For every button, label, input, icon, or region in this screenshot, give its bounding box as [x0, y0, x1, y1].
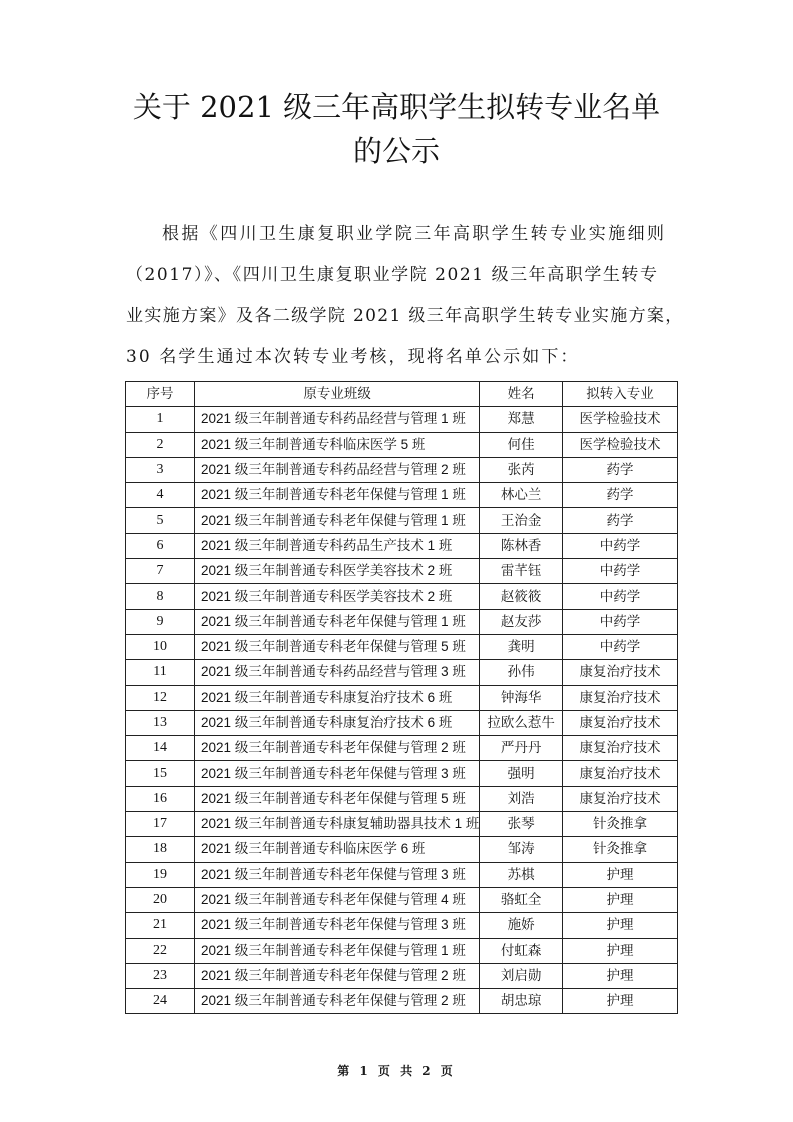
cell-serial-number: 7: [126, 559, 195, 584]
cell-serial-number: 15: [126, 761, 195, 786]
table-row: [126, 584, 678, 609]
cell-original-class: 2021 级三年制普通专科老年保健与管理 5 班: [195, 786, 480, 811]
cell-original-class: 2021 级三年制普通专科老年保健与管理 2 班: [195, 736, 480, 761]
student-transfer-table: [125, 381, 678, 1014]
header-serial-number: 序号: [126, 382, 195, 407]
table-row: [126, 559, 678, 584]
cell-serial-number: 10: [126, 634, 195, 659]
cell-target-major: 中药学: [563, 584, 678, 609]
cell-serial-number: 24: [126, 989, 195, 1014]
cell-student-name: 付虹森: [480, 938, 563, 963]
cell-original-class: 2021 级三年制普通专科药品经营与管理 2 班: [195, 457, 480, 482]
paragraph-line: （2017）》、《四川卫生康复职业学院 2021 级三年高职学生转专: [126, 265, 659, 285]
table-row: [126, 862, 678, 887]
cell-original-class: 2021 级三年制普通专科康复治疗技术 6 班: [195, 710, 480, 735]
cell-student-name: 骆虹全: [480, 887, 563, 912]
cell-target-major: 康复治疗技术: [563, 685, 678, 710]
cell-target-major: 护理: [563, 913, 678, 938]
table-row: [126, 634, 678, 659]
cell-student-name: 严丹丹: [480, 736, 563, 761]
cell-serial-number: 16: [126, 786, 195, 811]
table-row: [126, 508, 678, 533]
cell-target-major: 医学检验技术: [563, 407, 678, 432]
cell-serial-number: 8: [126, 584, 195, 609]
cell-student-name: 雷芊钰: [480, 559, 563, 584]
cell-student-name: 何佳: [480, 432, 563, 457]
table-row: [126, 963, 678, 988]
cell-student-name: 郑慧: [480, 407, 563, 432]
cell-serial-number: 1: [126, 407, 195, 432]
cell-student-name: 苏棋: [480, 862, 563, 887]
cell-original-class: 2021 级三年制普通专科临床医学 5 班: [195, 432, 480, 457]
cell-target-major: 针灸推拿: [563, 812, 678, 837]
cell-target-major: 康复治疗技术: [563, 710, 678, 735]
cell-target-major: 康复治疗技术: [563, 736, 678, 761]
title-line-1: 关于 2021 级三年高职学生拟转专业名单: [132, 90, 661, 124]
cell-target-major: 康复治疗技术: [563, 761, 678, 786]
table-row: [126, 533, 678, 558]
cell-target-major: 药学: [563, 508, 678, 533]
intro-paragraph: [126, 214, 682, 378]
table-row: [126, 837, 678, 862]
cell-target-major: 护理: [563, 938, 678, 963]
header-original-class: 原专业班级: [195, 382, 480, 407]
table-row: [126, 685, 678, 710]
cell-serial-number: 21: [126, 913, 195, 938]
cell-student-name: 赵友莎: [480, 609, 563, 634]
cell-student-name: 邹涛: [480, 837, 563, 862]
cell-target-major: 药学: [563, 457, 678, 482]
cell-original-class: 2021 级三年制普通专科老年保健与管理 2 班: [195, 963, 480, 988]
cell-student-name: 拉欧么惹牛: [480, 710, 563, 735]
cell-serial-number: 11: [126, 660, 195, 685]
cell-student-name: 胡忠琼: [480, 989, 563, 1014]
cell-original-class: 2021 级三年制普通专科老年保健与管理 4 班: [195, 887, 480, 912]
cell-target-major: 药学: [563, 483, 678, 508]
cell-original-class: 2021 级三年制普通专科老年保健与管理 2 班: [195, 989, 480, 1014]
cell-serial-number: 5: [126, 508, 195, 533]
table-row: [126, 660, 678, 685]
cell-original-class: 2021 级三年制普通专科老年保健与管理 1 班: [195, 938, 480, 963]
cell-student-name: 孙伟: [480, 660, 563, 685]
cell-student-name: 张芮: [480, 457, 563, 482]
cell-target-major: 医学检验技术: [563, 432, 678, 457]
header-target-major: 拟转入专业: [563, 382, 678, 407]
cell-serial-number: 18: [126, 837, 195, 862]
cell-original-class: 2021 级三年制普通专科老年保健与管理 3 班: [195, 862, 480, 887]
cell-serial-number: 13: [126, 710, 195, 735]
cell-original-class: 2021 级三年制普通专科康复辅助器具技术 1 班: [195, 812, 480, 837]
cell-serial-number: 17: [126, 812, 195, 837]
cell-original-class: 2021 级三年制普通专科老年保健与管理 3 班: [195, 761, 480, 786]
cell-target-major: 康复治疗技术: [563, 660, 678, 685]
table-row: [126, 407, 678, 432]
cell-serial-number: 4: [126, 483, 195, 508]
cell-serial-number: 9: [126, 609, 195, 634]
table-row: [126, 812, 678, 837]
cell-original-class: 2021 级三年制普通专科药品经营与管理 1 班: [195, 407, 480, 432]
paragraph-line: 业实施方案》及各二级学院 2021 级三年高职学生转专业实施方案，: [126, 306, 684, 326]
cell-serial-number: 19: [126, 862, 195, 887]
table-body: [126, 407, 678, 1014]
cell-original-class: 2021 级三年制普通专科医学美容技术 2 班: [195, 559, 480, 584]
cell-target-major: 中药学: [563, 634, 678, 659]
cell-serial-number: 14: [126, 736, 195, 761]
cell-target-major: 中药学: [563, 533, 678, 558]
cell-student-name: 强明: [480, 761, 563, 786]
cell-serial-number: 2: [126, 432, 195, 457]
table-row: [126, 736, 678, 761]
cell-original-class: 2021 级三年制普通专科药品经营与管理 3 班: [195, 660, 480, 685]
cell-target-major: 护理: [563, 989, 678, 1014]
cell-original-class: 2021 级三年制普通专科老年保健与管理 5 班: [195, 634, 480, 659]
cell-target-major: 康复治疗技术: [563, 786, 678, 811]
table-row: [126, 483, 678, 508]
cell-original-class: 2021 级三年制普通专科老年保健与管理 3 班: [195, 913, 480, 938]
cell-student-name: 钟海华: [480, 685, 563, 710]
cell-student-name: 刘启勋: [480, 963, 563, 988]
cell-serial-number: 3: [126, 457, 195, 482]
cell-original-class: 2021 级三年制普通专科康复治疗技术 6 班: [195, 685, 480, 710]
cell-student-name: 龚明: [480, 634, 563, 659]
cell-original-class: 2021 级三年制普通专科医学美容技术 2 班: [195, 584, 480, 609]
cell-serial-number: 23: [126, 963, 195, 988]
cell-student-name: 赵筱筱: [480, 584, 563, 609]
table-row: [126, 457, 678, 482]
table-row: [126, 609, 678, 634]
table-header-row: [126, 382, 678, 407]
cell-student-name: 林心兰: [480, 483, 563, 508]
cell-target-major: 中药学: [563, 609, 678, 634]
cell-original-class: 2021 级三年制普通专科药品生产技术 1 班: [195, 533, 480, 558]
cell-original-class: 2021 级三年制普通专科老年保健与管理 1 班: [195, 483, 480, 508]
cell-student-name: 陈林香: [480, 533, 563, 558]
table-row: [126, 989, 678, 1014]
cell-student-name: 王治金: [480, 508, 563, 533]
cell-original-class: 2021 级三年制普通专科老年保健与管理 1 班: [195, 609, 480, 634]
cell-target-major: 护理: [563, 963, 678, 988]
cell-target-major: 针灸推拿: [563, 837, 678, 862]
cell-original-class: 2021 级三年制普通专科老年保健与管理 1 班: [195, 508, 480, 533]
cell-serial-number: 12: [126, 685, 195, 710]
cell-student-name: 刘浩: [480, 786, 563, 811]
cell-serial-number: 22: [126, 938, 195, 963]
table-row: [126, 761, 678, 786]
paragraph-line: 根据《四川卫生康复职业学院三年高职学生转专业实施细则: [162, 224, 667, 244]
table-row: [126, 913, 678, 938]
table-row: [126, 786, 678, 811]
cell-target-major: 护理: [563, 887, 678, 912]
table-row: [126, 887, 678, 912]
cell-target-major: 护理: [563, 862, 678, 887]
header-student-name: 姓名: [480, 382, 563, 407]
cell-student-name: 张琴: [480, 812, 563, 837]
page-number: 第 1 页 共 2 页: [337, 1064, 456, 1078]
cell-student-name: 施娇: [480, 913, 563, 938]
table-row: [126, 710, 678, 735]
table-row: [126, 938, 678, 963]
table-row: [126, 432, 678, 457]
cell-serial-number: 20: [126, 887, 195, 912]
cell-serial-number: 6: [126, 533, 195, 558]
cell-target-major: 中药学: [563, 559, 678, 584]
title-line-2: 的公示: [352, 134, 440, 168]
paragraph-line: 30 名学生通过本次转专业考核，现将名单公示如下：: [126, 347, 580, 367]
cell-original-class: 2021 级三年制普通专科临床医学 6 班: [195, 837, 480, 862]
